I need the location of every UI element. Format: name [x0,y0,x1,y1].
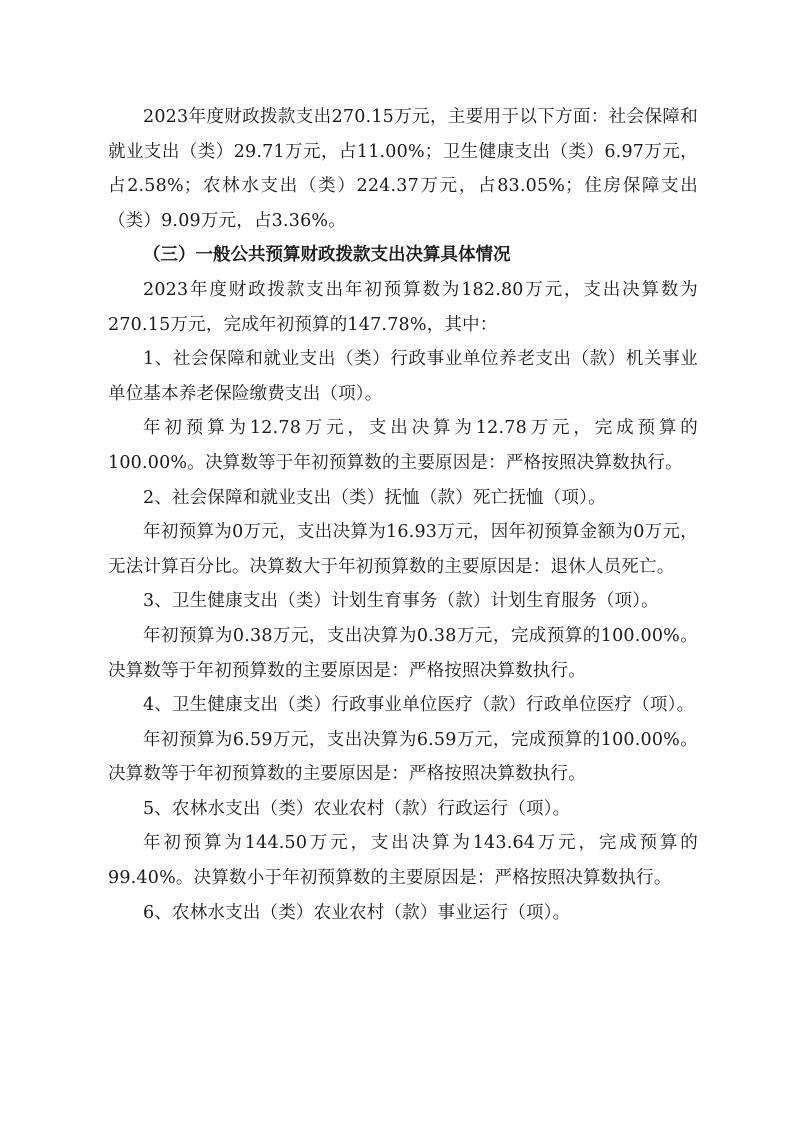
section-heading: （三）一般公共预算财政拨款支出决算具体情况 [143,245,511,266]
item-1-title: 1、社会保障和就业支出（类）行政事业单位养老支出（款）机关事业单位基本养老保险缴费支出（项）。 [108,349,698,404]
item-5-title: 5、农林水支出（类）农业农村（款）行政运行（项）。 [143,798,571,819]
item-4-title: 4、卫生健康支出（类）行政事业单位医疗（款）行政单位医疗（项）。 [143,695,695,716]
item-3-detail: 年初预算为0.38万元，支出决算为0.38万元，完成预算的100.00%。决算数等于年初预算数的主要原因是：严格按照决算数执行。 [108,625,698,681]
item-3-title: 3、卫生健康支出（类）计划生育事务（款）计划生育服务（项）。 [143,591,659,612]
item-5-detail: 年初预算为144.50万元，支出决算为143.64万元，完成预算的99.40%。决算数小于年初预算数的主要原因是：严格按照决算数执行。 [108,833,698,889]
overview-paragraph: 2023年度财政拨款支出年初预算数为182.80万元，支出决算数为270.15万元，完成年初预算的147.78%，其中： [108,279,698,335]
item-6-title: 6、农林水支出（类）农业农村（款）事业运行（项）。 [143,902,571,923]
item-2-title: 2、社会保障和就业支出（类）抚恤（款）死亡抚恤（项）。 [143,487,606,508]
summary-paragraph: 2023年度财政拨款支出270.15万元，主要用于以下方面：社会保障和就业支出（类）29.71万元，占11.00%；卫生健康支出（类）6.97万元，占2.58%；农林水支出（类）224.37万元，占83.05%；住房保障支出（类）9.09万元，占3.36%。 [108,107,698,231]
item-1-detail: 年初预算为12.78万元，支出决算为12.78万元，完成预算的100.00%。决算数等于年初预算数的主要原因是：严格按照决算数执行。 [108,418,698,473]
document-body [108,100,698,930]
item-2-detail: 年初预算为0万元，支出决算为16.93万元，因年初预算金额为0万元，无法计算百分比。决算数大于年初预算数的主要原因是：退休人员死亡。 [108,522,698,577]
item-4-detail: 年初预算为6.59万元，支出决算为6.59万元，完成预算的100.00%。决算数等于年初预算数的主要原因是：严格按照决算数执行。 [108,729,698,785]
